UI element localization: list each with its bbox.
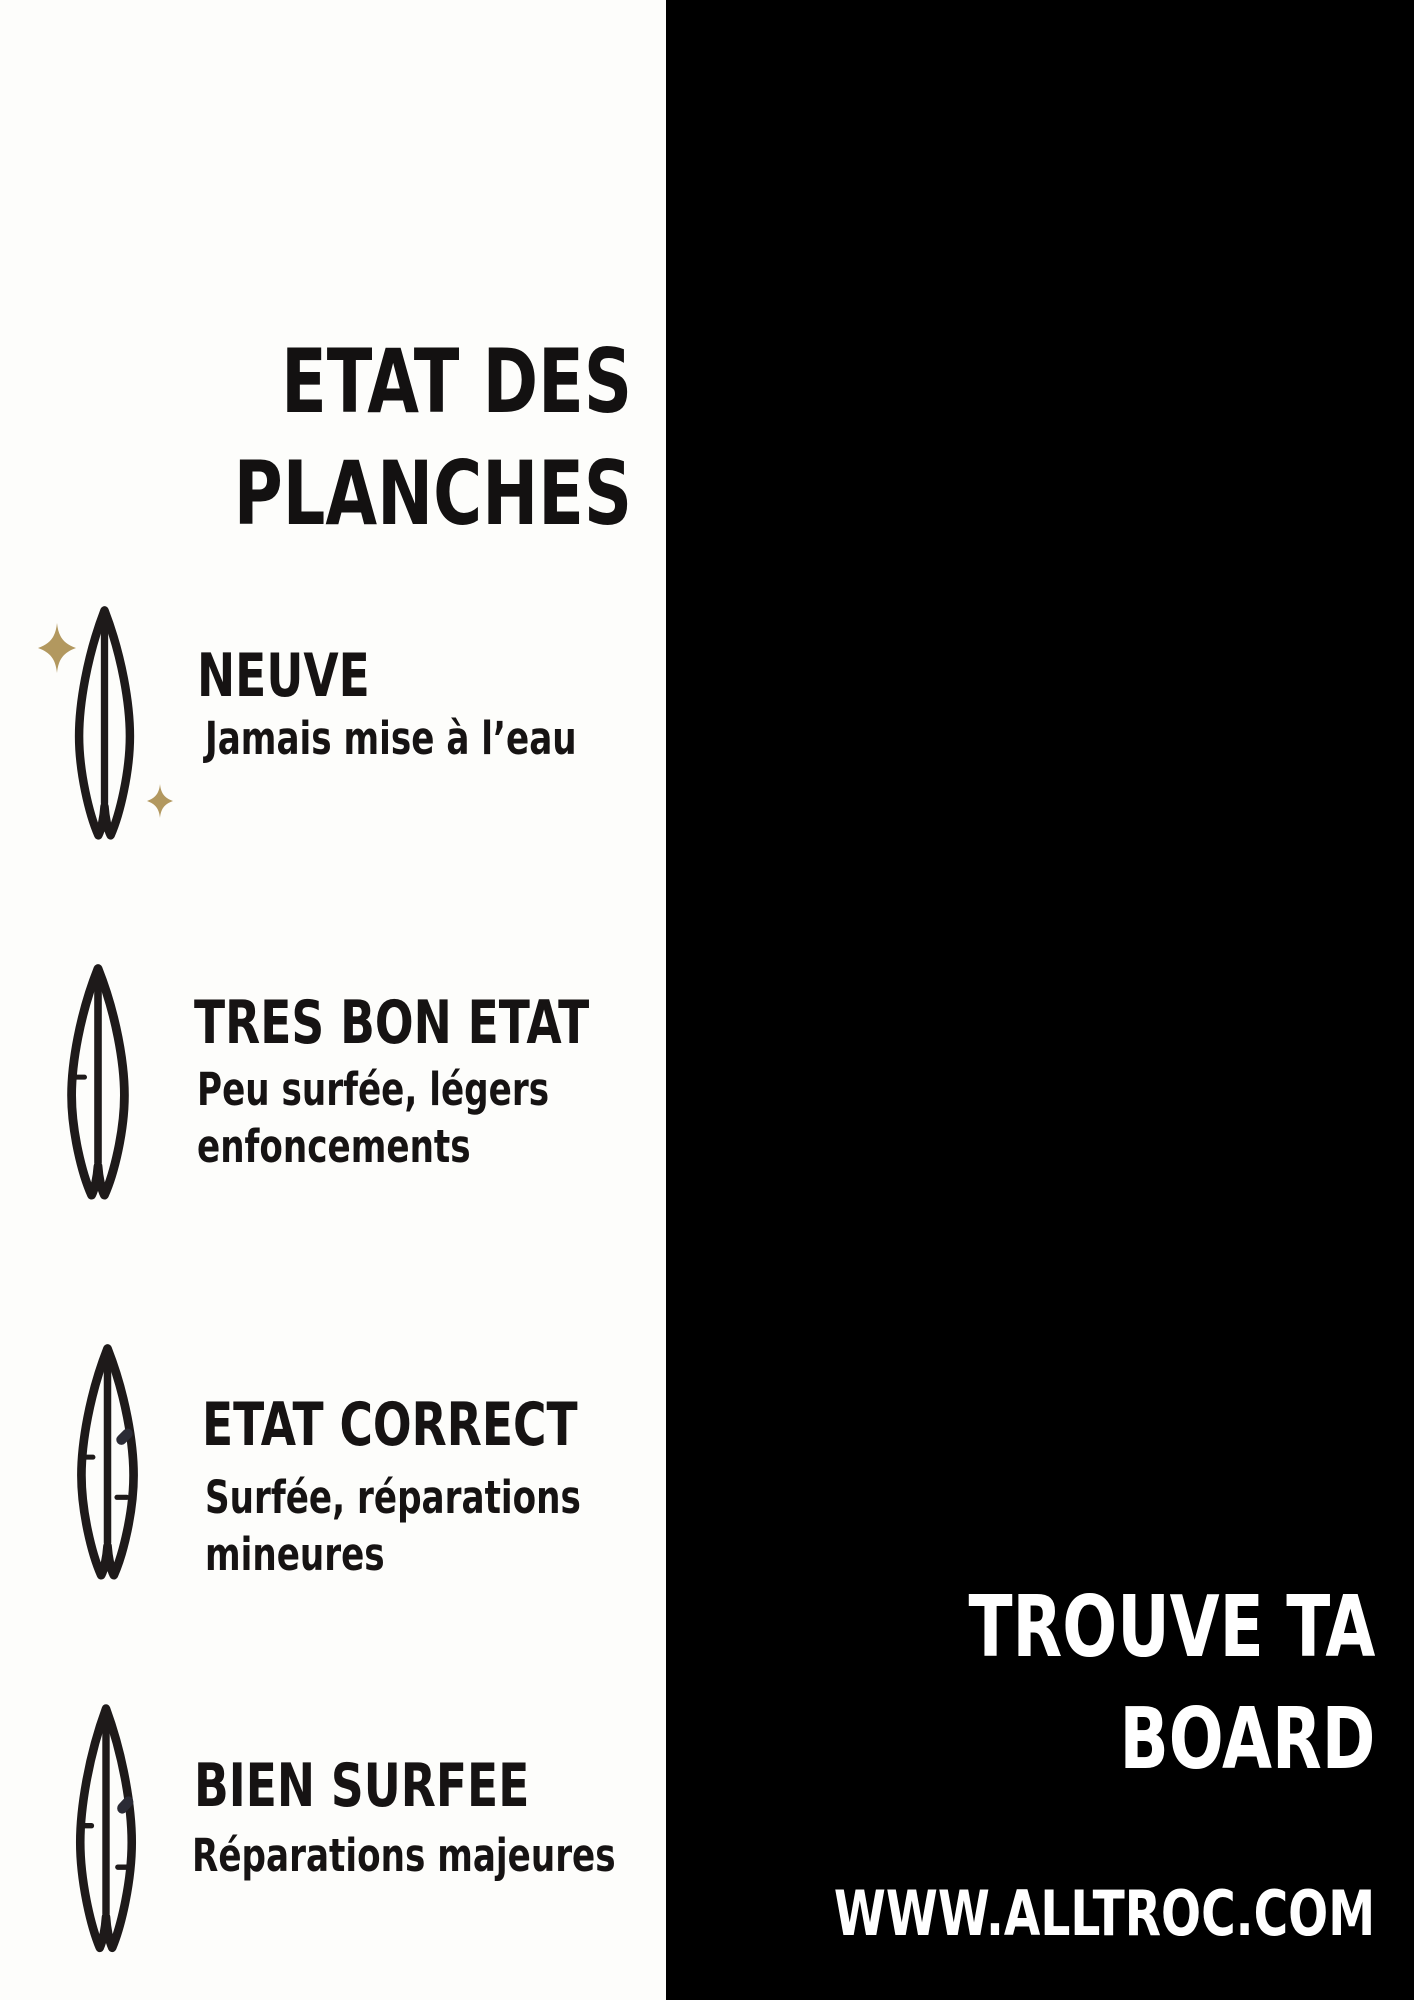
surfboard-new-icon bbox=[66, 605, 143, 847]
condition-label: TRES BON ETAT bbox=[194, 988, 590, 1058]
cta-heading bbox=[968, 1572, 1375, 1796]
page-title bbox=[234, 326, 632, 550]
condition-description-line: mineures bbox=[205, 1528, 385, 1581]
condition-label: ETAT CORRECT bbox=[202, 1390, 578, 1460]
cta-line-1: TROUVE TA bbox=[968, 1578, 1375, 1677]
condition-label: NEUVE bbox=[197, 641, 370, 711]
cta-line-2: BOARD bbox=[1119, 1690, 1375, 1789]
website-url: WWW.ALLTROC.COM bbox=[833, 1877, 1375, 1950]
condition-description-line: Peu surfée, légers bbox=[197, 1063, 550, 1116]
condition-description-line: Réparations majeures bbox=[192, 1829, 616, 1882]
surfboard-well-used-icon bbox=[67, 1703, 145, 1960]
condition-description-line: Surfée, réparations bbox=[205, 1471, 581, 1524]
condition-description bbox=[197, 1061, 549, 1175]
surfboard-fair-icon bbox=[68, 1343, 147, 1587]
condition-description bbox=[205, 710, 577, 767]
surfboard-very-good-icon bbox=[58, 963, 138, 1207]
condition-description bbox=[192, 1827, 616, 1884]
condition-description-line: Jamais mise à l’eau bbox=[205, 712, 577, 765]
page-title-line-1: ETAT DES bbox=[281, 330, 632, 433]
sparkle-icon bbox=[147, 784, 173, 818]
condition-label: BIEN SURFEE bbox=[194, 1751, 530, 1821]
condition-description-line: enfoncements bbox=[197, 1120, 471, 1173]
condition-description bbox=[205, 1469, 581, 1583]
page-title-line-2: PLANCHES bbox=[233, 442, 632, 545]
